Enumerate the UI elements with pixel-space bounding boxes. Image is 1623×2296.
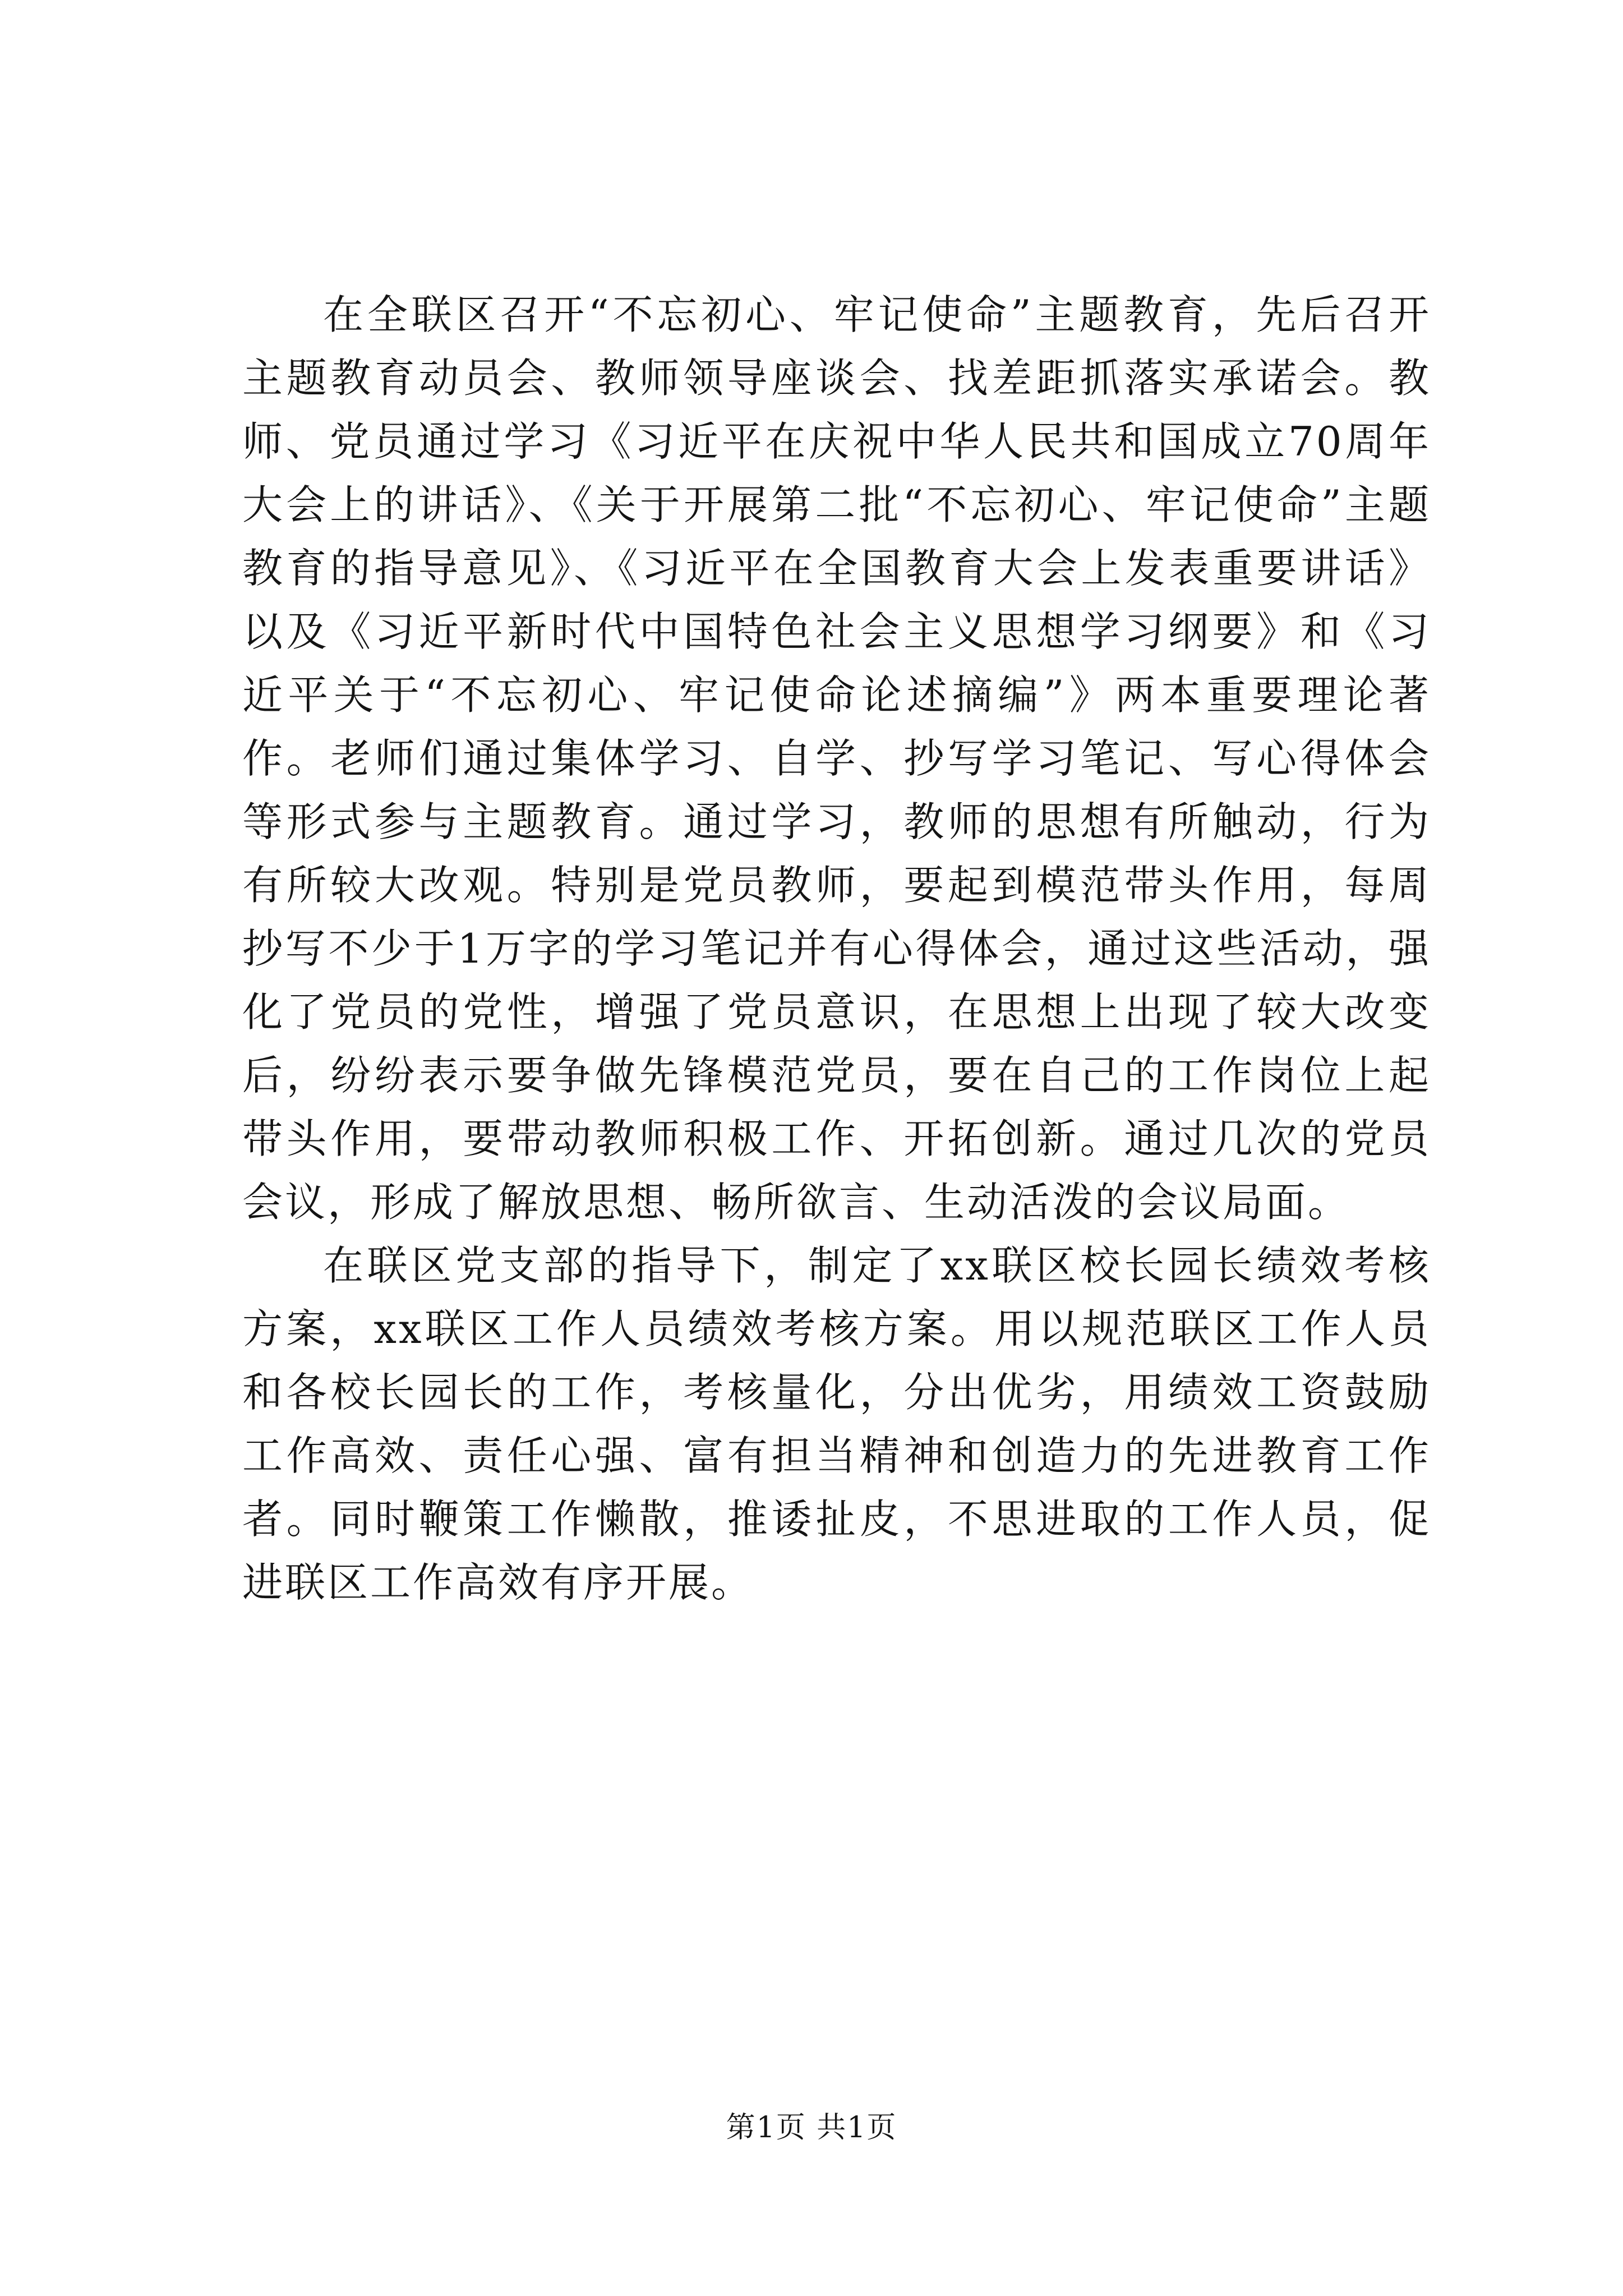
page-number-footer: 第1页 共1页	[726, 2111, 897, 2145]
paragraph-theme-education: 在全联区召开“不忘初心、牢记使命”主题教育，先后召开主题教育动员会、教师领导座谈会、找差距抓落实承诺会。教师、党员通过学习《习近平在庆祝中华人民共和国成立70周年大会上的讲话》、《关于开展第二批“不忘初心、牢记使命”主题教育的指导意见》、《习近平在全国教育大会上发表重要讲话》以及《习近平新时代中国特色社会主义思想学习纲要》和《习近平关于“不忘初心、牢记使命论述摘编”》两本重要理论著作。老师们通过集体学习、自学、抄写学习笔记、写心得体会等形式参与主题教育。通过学习，教师的思想有所触动，行为有所较大改观。特别是党员教师，要起到模范带头作用，每周抄写不少于1万字的学习笔记并有心得体会，通过这些活动，强化了党员的党性，增强了党员意识，在思想上出现了较大改变后，纷纷表示要争做先锋模范党员，要在自己的工作岗位上起带头作用，要带动教师积极工作、开拓创新。通过几次的党员会议，形成了解放思想、畅所欲言、生动活泼的会议局面。	[242, 291, 1431, 1226]
paragraph-performance-assessment: 在联区党支部的指导下，制定了xx联区校长园长绩效考核方案，xx联区工作人员绩效考核方案。用以规范联区工作人员和各校长园长的工作，考核量化，分出优劣，用绩效工资鼓励工作高效、责任心强、富有担当精神和创造力的先进教育工作者。同时鞭策工作懒散，推诿扯皮，不思进取的工作人员，促进联区工作高效有序开展。	[242, 1242, 1431, 1606]
document-body	[242, 283, 1431, 1614]
